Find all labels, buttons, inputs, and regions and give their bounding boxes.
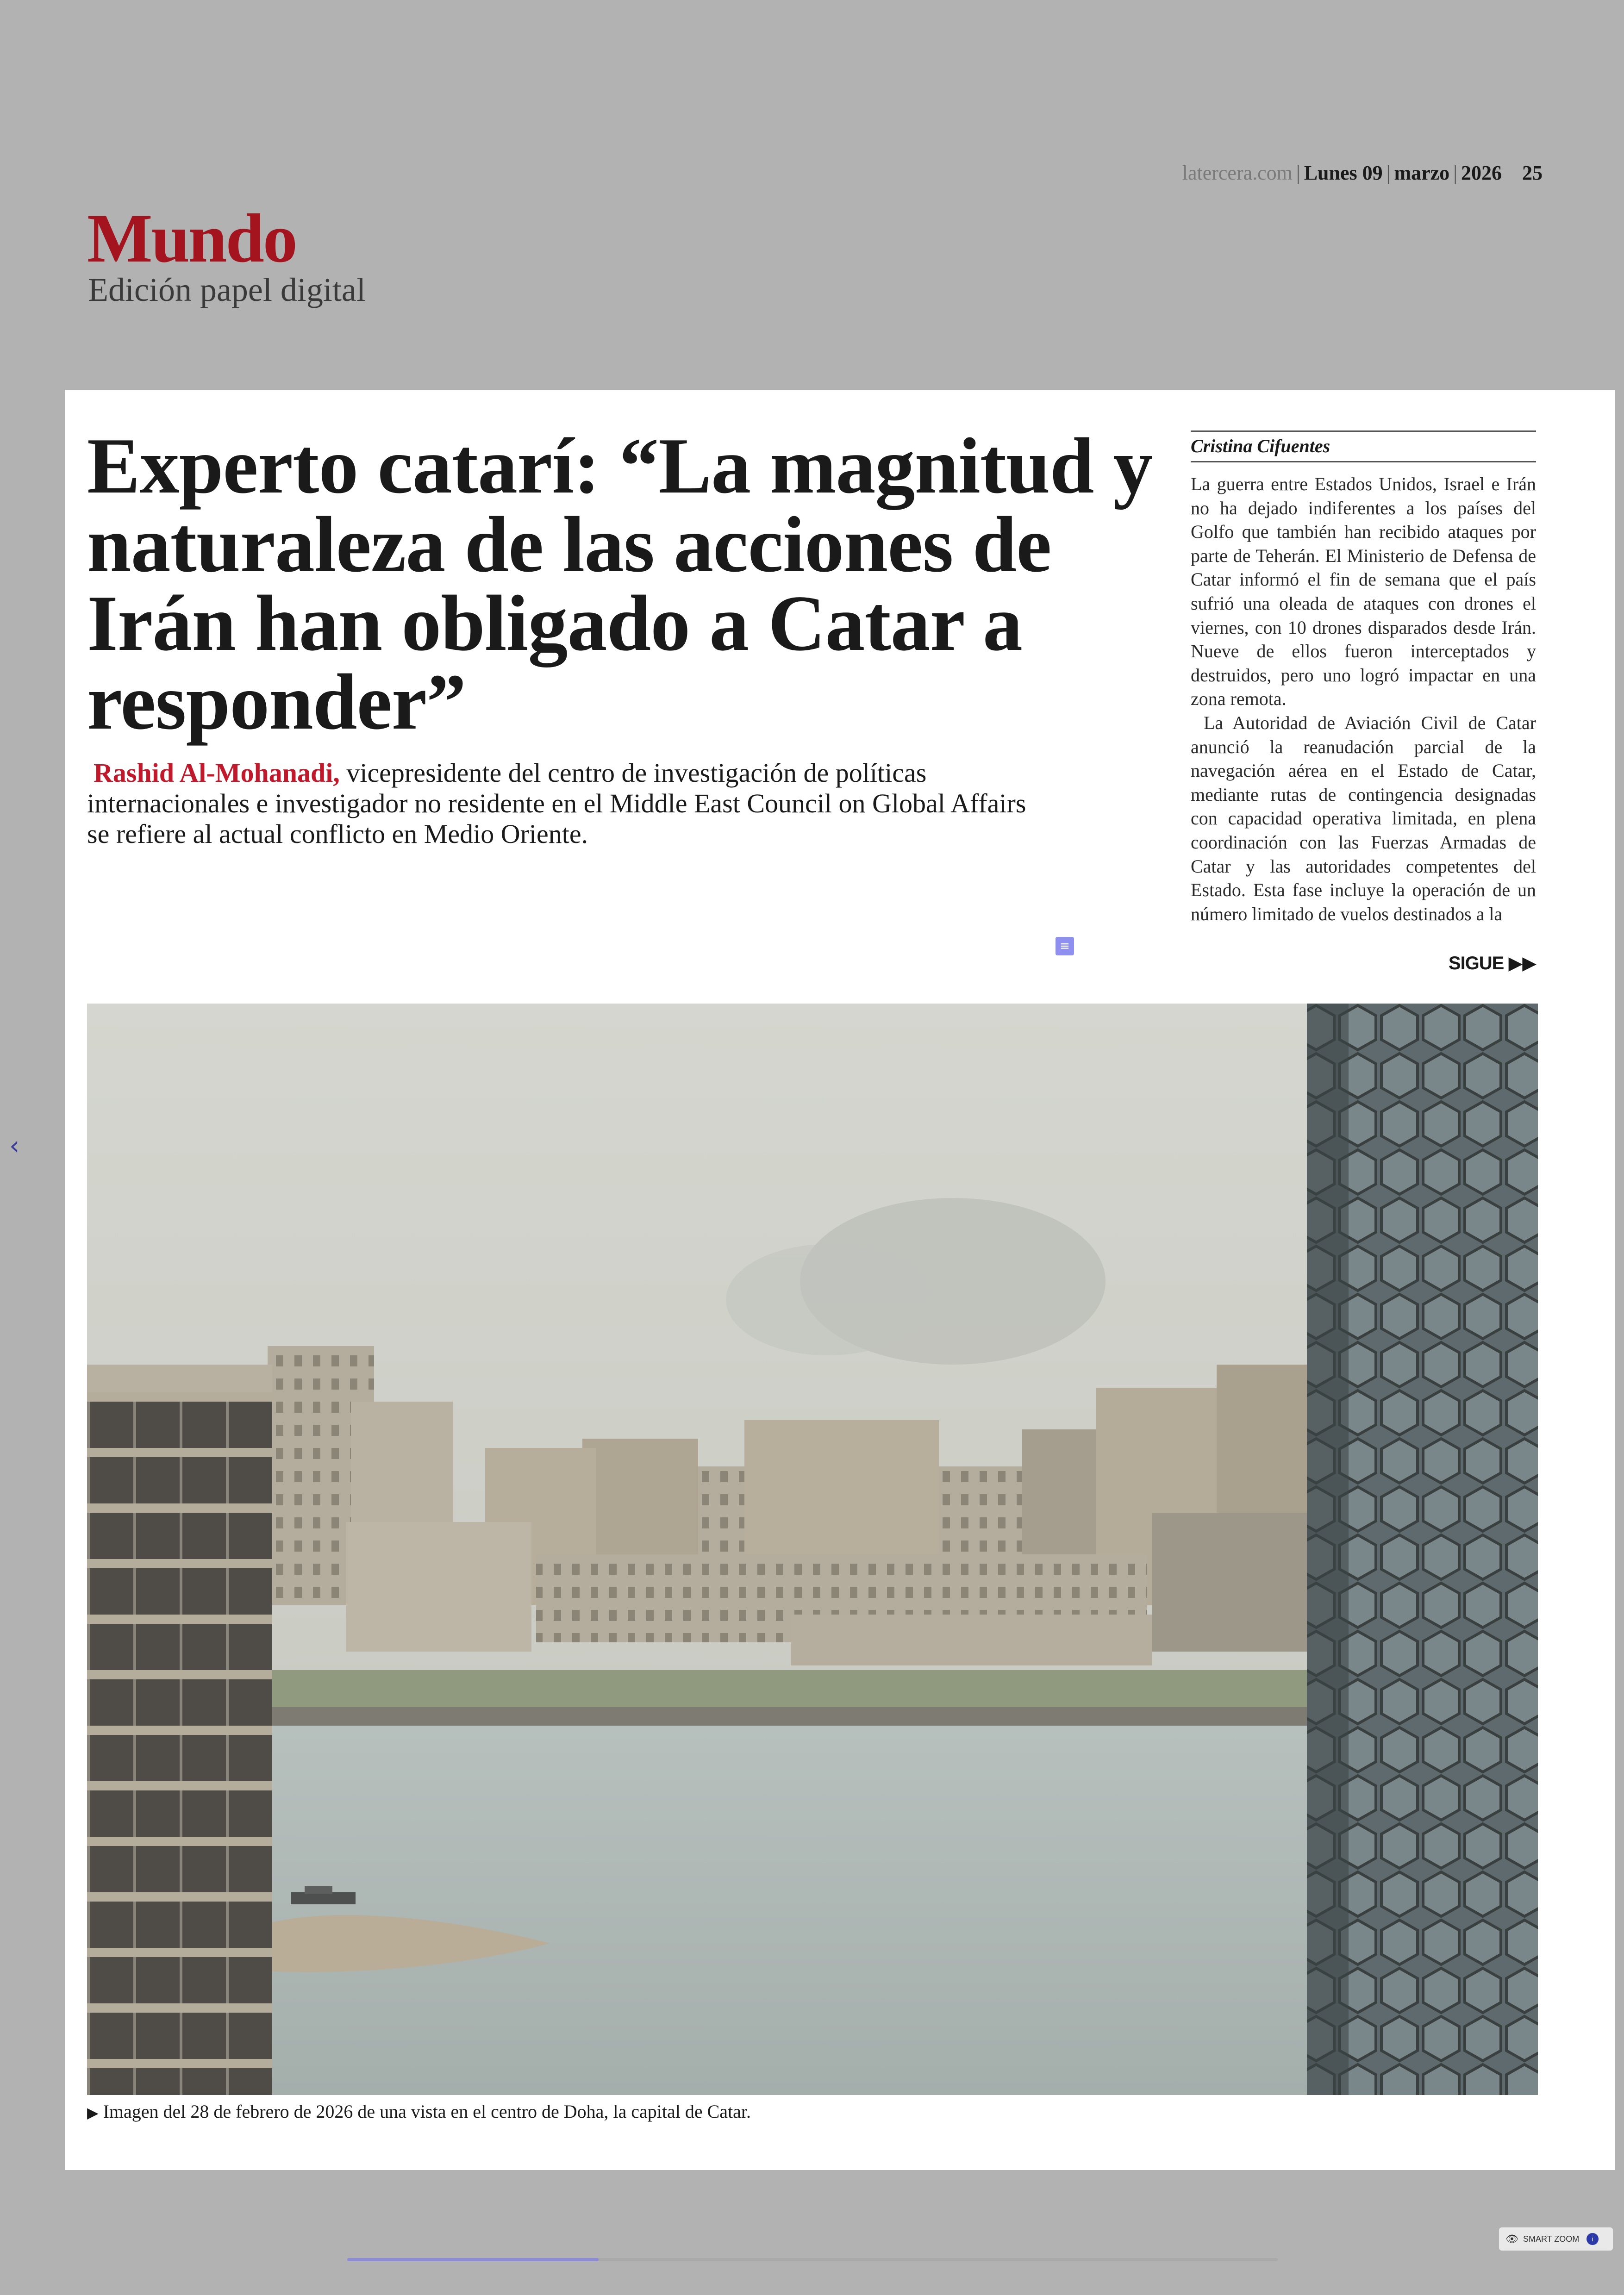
sidebar-paragraph: La Autoridad de Aviación Civil de Catar anunció la reanudación parcial de la navegación aérea en el Estado de Catar, mediante rutas de contingencia designadas con capacidad operativa limitada, en plena coordinación con las Fuerzas Armadas de Catar y las autoridades competentes del Estado. Esta fase incluye la operación de un número limitado de vuelos destinados a la	[1191, 712, 1536, 924]
smart-zoom-button[interactable]	[1499, 2227, 1613, 2251]
separator: |	[1453, 162, 1457, 184]
article-page	[65, 390, 1615, 2170]
deck-text: vicepresidente del centro de investigación de políticas internacionales e investigador no residente en el Middle East Council on Global Affairs se refiere al actual conflicto en Medio Oriente.	[87, 758, 1026, 849]
issue-year: 2026	[1461, 162, 1502, 184]
section-title: Mundo	[87, 200, 296, 277]
issue-day: Lunes 09	[1304, 162, 1383, 184]
issue-dateline	[1182, 161, 1543, 185]
eye-icon: 👁	[1505, 2233, 1518, 2245]
smart-zoom-label: SMART ZOOM	[1523, 2234, 1580, 2244]
byline-rule	[1191, 430, 1536, 432]
caption-text: Imagen del 28 de febrero de 2026 de una vista en el centro de Doha, la capital de Catar.	[103, 2101, 751, 2122]
byline-rule	[1191, 461, 1536, 462]
deck-author: Rashid Al-Mohanadi,	[94, 758, 340, 788]
separator: |	[1296, 162, 1300, 184]
article-headline: Experto catarí: “La magnitud y naturaleza de las acciones de Irán han obligado a Catar a responder”	[87, 422, 1153, 746]
article-deck	[87, 758, 1050, 849]
issue-month: marzo	[1394, 162, 1450, 184]
note-icon[interactable]: ≡	[1056, 937, 1074, 955]
site-name: latercera.com	[1182, 162, 1293, 184]
continue-link[interactable]: SIGUE ▶▶	[1448, 953, 1536, 973]
photo-caption	[87, 2101, 751, 2122]
article-photo[interactable]	[87, 1004, 1538, 2095]
sidebar-paragraph: La guerra entre Estados Unidos, Israel e Irán no ha dejado indiferentes a los países del Golfo que también han recibido ataques por parte de Teherán. El Ministerio de Defensa de Catar informó el fin de semana que el país sufrió una oleada de ataques con drones el viernes, con 10 drones disparados desde Irán. Nueve de ellos fueron interceptados y destruidos, pero uno logró impactar en una zona remota.	[1191, 474, 1536, 710]
separator: |	[1386, 162, 1391, 184]
previous-page-chevron-icon[interactable]: ‹	[9, 1131, 20, 1161]
reading-progress-bar[interactable]	[347, 2258, 1278, 2261]
sidebar-column	[1191, 472, 1536, 924]
info-badge-icon: i	[1587, 2233, 1599, 2245]
page-number: 25	[1522, 162, 1543, 184]
byline: Cristina Cifuentes	[1191, 436, 1330, 456]
reading-progress-fill	[347, 2258, 599, 2261]
caption-arrow-icon: ▶	[87, 2104, 99, 2121]
section-subtitle: Edición papel digital	[88, 271, 366, 308]
